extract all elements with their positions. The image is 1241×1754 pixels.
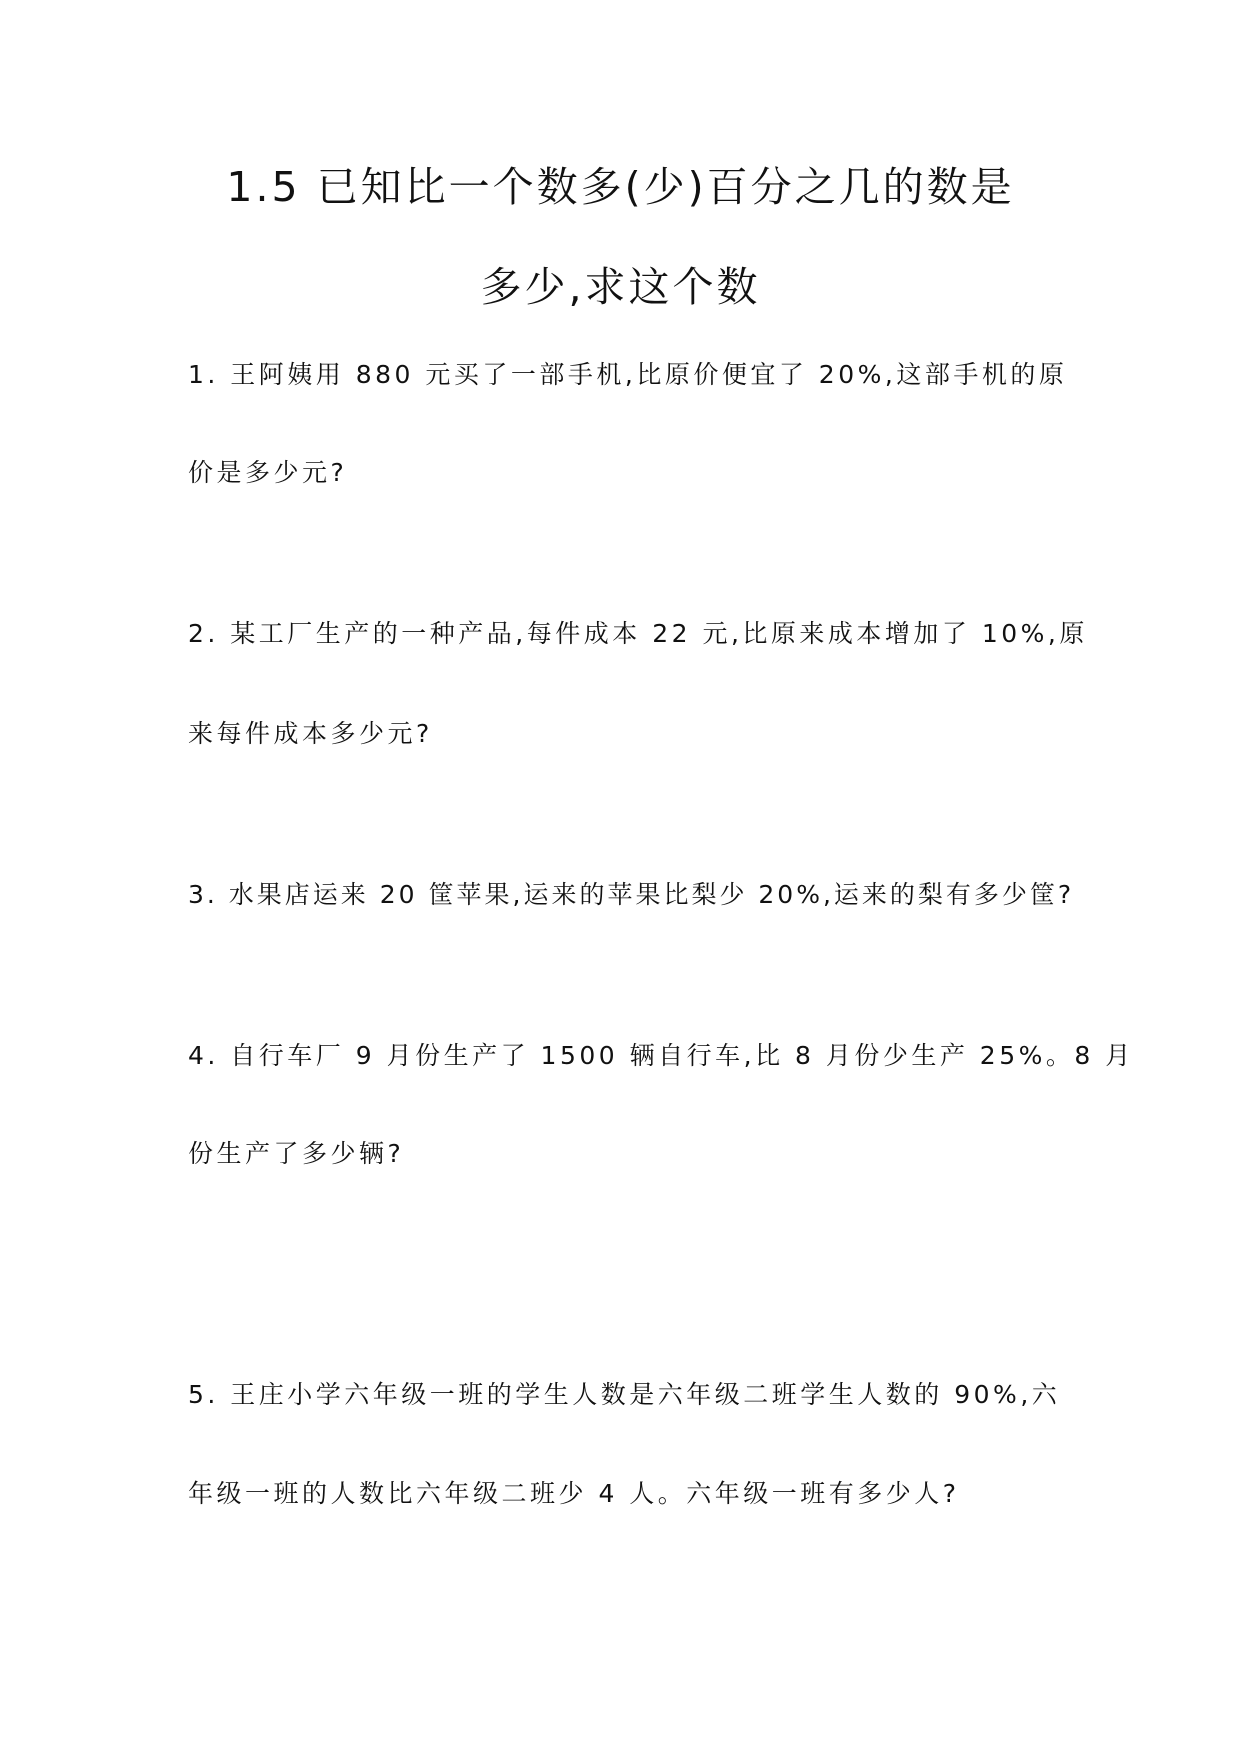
question-5-line-2: 年级一班的人数比六年级二班少 4 人。六年级一班有多少人?	[188, 1479, 960, 1508]
question-4-line-2: 份生产了多少辆?	[188, 1139, 405, 1168]
question-5-line-1: 5. 王庄小学六年级一班的学生人数是六年级二班学生人数的 90%,六	[188, 1380, 1061, 1409]
question-1-line-1: 1. 王阿姨用 880 元买了一部手机,比原价便宜了 20%,这部手机的原	[188, 360, 1068, 389]
question-1-line-2: 价是多少元?	[188, 458, 348, 487]
question-3-line-1: 3. 水果店运来 20 筐苹果,运来的苹果比梨少 20%,运来的梨有多少筐?	[188, 880, 1075, 909]
page-title-line-2: 多少,求这个数	[480, 263, 761, 311]
question-2-line-1: 2. 某工厂生产的一种产品,每件成本 22 元,比原来成本增加了 10%,原	[188, 619, 1088, 648]
question-2-line-2: 来每件成本多少元?	[188, 719, 433, 748]
question-4-line-1: 4. 自行车厂 9 月份生产了 1500 辆自行车,比 8 月份少生产 25%。8 月	[188, 1041, 1134, 1070]
page-title-line-1: 1.5 已知比一个数多(少)百分之几的数是	[226, 163, 1015, 211]
